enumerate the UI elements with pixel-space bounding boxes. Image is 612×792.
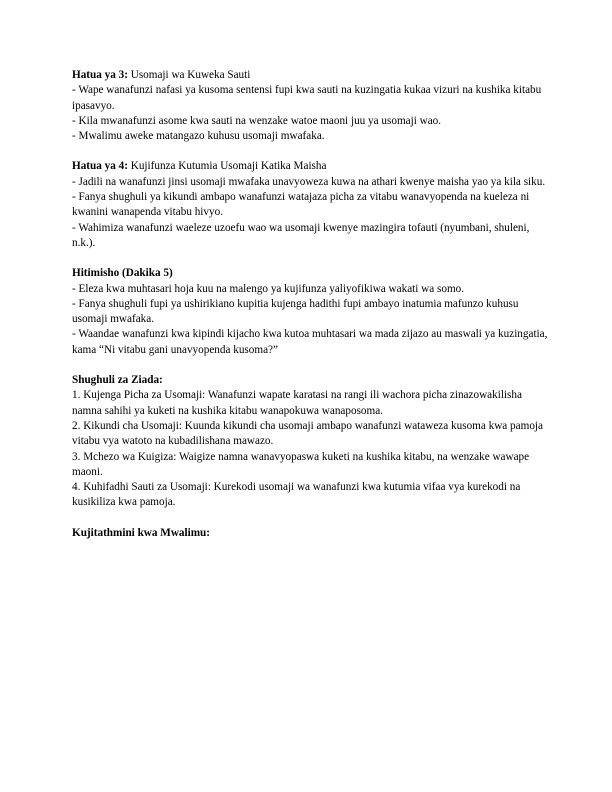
section-heading <box>72 373 552 388</box>
bullet-line: - Wape wanafunzi nafasi ya kusoma sentensi fupi kwa sauti na kuzingatia kukaa vizuri na kushika kitabu ipasavyo. <box>72 84 545 112</box>
heading-bold: Kujitathmini kwa Mwalimu: <box>72 526 210 539</box>
bullet-line: - Jadili na wanafunzi jinsi usomaji mwafaka unavyoweza kuwa na athari kwenye maisha yao ya kila siku. <box>72 175 546 188</box>
bullet-line: - Eleza kwa muhtasari hoja kuu na malengo ya kujifunza yaliyofikiwa wakati wa somo. <box>72 282 465 295</box>
section-heading <box>72 159 552 174</box>
bullet-line: - Fanya shughuli ya kikundi ambapo wanafunzi watajaza picha za vitabu wanavyopenda na kueleza ni kwanini wanapenda vitabu hivyo. <box>72 191 533 219</box>
bullet-line: - Fanya shughuli fupi ya ushirikiano kupitia kujenga hadithi fupi ambayo inatumia mafunzo kuhusu usomaji mwafaka. <box>72 297 522 326</box>
document-page <box>72 68 552 556</box>
section-hatua-3 <box>72 68 552 144</box>
heading-bold: Hatua ya 3: <box>72 69 128 81</box>
bullet-line: - Mwalimu aweke matangazo kuhusu usomaji mwafaka. <box>72 130 325 143</box>
numbered-line: 2. Kikundi cha Usomaji: Kuunda kikundi cha usomaji ambapo wanafunzi wataweza kusoma kwa pamoja vitabu vya watoto na kubadilishana mawazo. <box>72 419 546 448</box>
bullet-line: - Wahimiza wanafunzi waeleze uzoefu wao wa usomaji kwenye mazingira tofauti (nyumbani, shuleni, n.k.). <box>72 221 533 249</box>
heading-rest: Kujifunza Kutumia Usomaji Katika Maisha <box>127 160 327 173</box>
section-hitimisho <box>72 266 552 358</box>
numbered-line: 1. Kujenga Picha za Usomaji: Wanafunzi wapate karatasi na rangi ili wachora picha zinazowakilisha namna sahihi ya kuketi na kushika kitabu wanapokuwa wanaposoma. <box>72 389 525 417</box>
section-heading <box>72 526 552 541</box>
bullet-line: - Kila mwanafunzi asome kwa sauti na wenzake watoe maoni juu ya usomaji wao. <box>72 114 442 127</box>
heading-bold: Hitimisho (Dakika 5) <box>72 267 173 280</box>
section-hatua-4 <box>72 159 552 251</box>
section-shughuli-za-ziada <box>72 373 552 511</box>
section-heading <box>72 266 552 281</box>
bullet-line: - Waandae wanafunzi kwa kipindi kijacho kwa kutoa muhtasari wa mada zijazo au maswali ya kuzingatia, kama “Ni vitabu gani unavyopenda kusoma?” <box>72 328 551 356</box>
numbered-line: 3. Mchezo wa Kuigiza: Waigize namna wanavyopaswa kuketi na kushika kitabu, na wenzake wawape maoni. <box>72 450 532 478</box>
section-heading <box>72 68 552 83</box>
heading-bold: Shughuli za Ziada: <box>72 374 163 387</box>
heading-bold: Hatua ya 4: <box>72 160 128 173</box>
numbered-line: 4. Kuhifadhi Sauti za Usomaji: Kurekodi usomaji wa wanafunzi kwa kutumia vifaa vya kurekodi na kusikiliza kwa pamoja. <box>72 481 524 509</box>
heading-rest: Usomaji wa Kuweka Sauti <box>127 69 251 81</box>
section-kujitathmini <box>72 526 552 541</box>
